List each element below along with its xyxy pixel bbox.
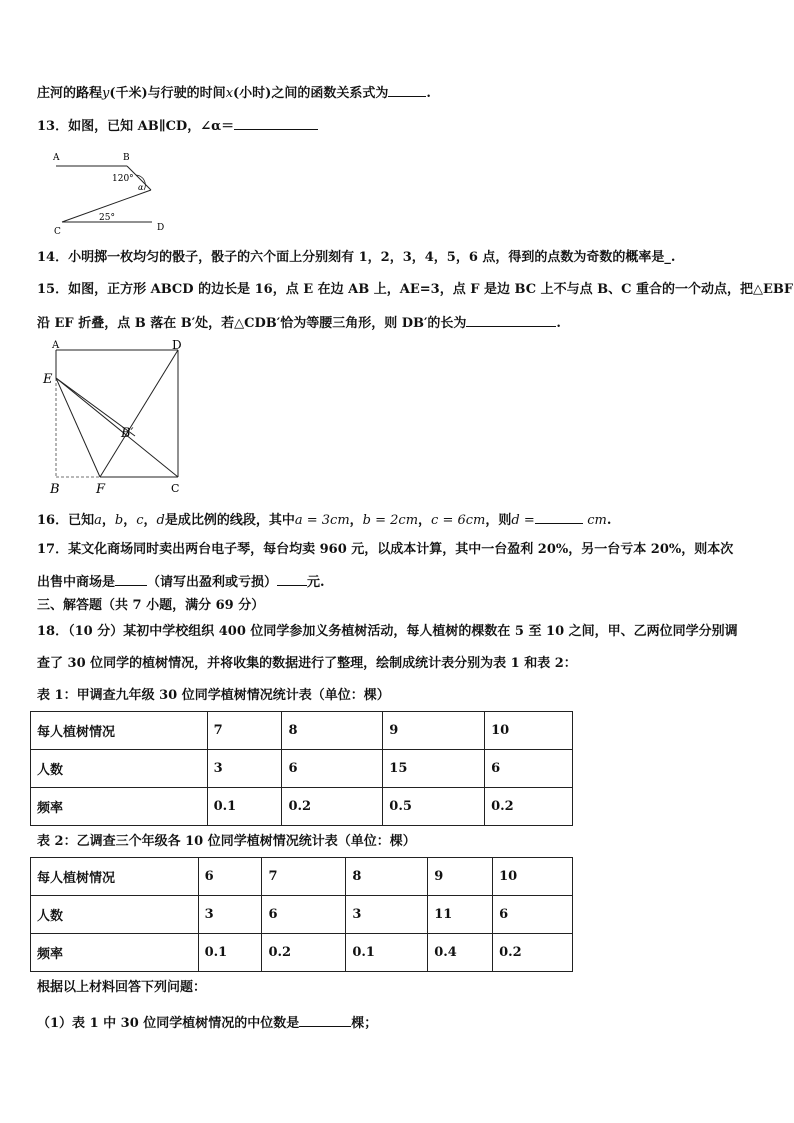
question-18-line-2	[37, 655, 577, 673]
math-var-b: b	[114, 513, 124, 528]
table-cell: 3	[198, 896, 262, 934]
text-segment: （请写出盈利或亏损）	[147, 575, 278, 590]
table-cell: 频率	[31, 934, 199, 972]
table-cell: 0.2	[485, 788, 573, 826]
question-text: 查了 30 位同学的植树情况，并将收集的数据进行了整理，绘制成统计表分别为表 1 和表 2：	[37, 656, 577, 671]
text-segment: 棵；	[351, 1016, 378, 1031]
question-17-line-2	[37, 571, 325, 592]
math-var-a: a	[94, 513, 102, 528]
table-1	[30, 711, 573, 826]
text-segment: ，则	[485, 513, 512, 528]
angle-label-alpha: α	[138, 183, 144, 192]
intro-text: 根据以上材料回答下列问题：	[37, 980, 207, 995]
angle-label-120: 120°	[112, 174, 134, 184]
text-segment: (小时)之间的函数关系式为	[233, 86, 389, 101]
text-segment: 出售中商场是	[37, 575, 116, 590]
text-segment: (千米)与行驶的时间	[109, 86, 226, 101]
table-cell: 6	[262, 896, 346, 934]
point-label-A: A	[53, 153, 60, 163]
question-text: 14．小明掷一枚均匀的骰子，骰子的六个面上分别刻有 1，2，3，4，5，6 点，得到的点数为奇数的概率是_.	[37, 250, 676, 265]
table-cell: 0.1	[346, 934, 428, 972]
point-label-A: A	[52, 340, 60, 351]
text-line-function	[37, 82, 431, 103]
table-row	[31, 788, 573, 826]
text-segment: 是成比例的线段，其中	[164, 513, 295, 528]
point-label-D: D	[172, 338, 182, 352]
text-segment: 庄河的路程	[37, 86, 103, 101]
table-cell: 7	[262, 858, 346, 896]
table-row	[31, 896, 573, 934]
figure-13	[40, 146, 180, 236]
table-2	[30, 857, 573, 972]
text-segment: 元.	[307, 575, 325, 590]
answer-blank[interactable]	[115, 571, 147, 586]
point-label-C: C	[171, 482, 180, 495]
table-cell: 人数	[31, 896, 199, 934]
text-segment: .	[426, 86, 431, 101]
angle-label-25: 25°	[99, 213, 115, 223]
table-cell: 3	[346, 896, 428, 934]
point-label-B: B	[123, 153, 130, 163]
math-expr-c: c = 6cm	[431, 513, 486, 528]
table-cell: 7	[207, 712, 282, 750]
table-cell: 15	[383, 750, 485, 788]
point-label-B: B	[50, 482, 60, 497]
math-var-x: x	[225, 86, 234, 101]
question-text: （1）表 1 中 30 位同学植树情况的中位数是	[37, 1016, 300, 1031]
table-cell: 人数	[31, 750, 208, 788]
table-cell: 6	[485, 750, 573, 788]
text-segment: .	[606, 513, 612, 528]
separator: ，	[123, 513, 137, 528]
table-cell: 0.4	[428, 934, 493, 972]
table-cell: 8	[346, 858, 428, 896]
separator: ，	[143, 513, 157, 528]
table-cell: 8	[282, 712, 383, 750]
table-cell: 每人植树情况	[31, 712, 208, 750]
point-label-E: E	[43, 372, 53, 387]
question-text: 17．某文化商场同时卖出两台电子琴，每台均卖 960 元，以成本计算，其中一台盈利 20%，另一台亏本 20%，则本次	[37, 542, 734, 557]
caption-text: 表 1：甲调查九年级 30 位同学植树情况统计表（单位：棵）	[37, 688, 390, 703]
question-16	[37, 509, 611, 530]
sub-question-1	[37, 1012, 377, 1033]
figure-15	[40, 336, 200, 500]
answer-blank[interactable]	[466, 312, 556, 327]
math-var-y: y	[102, 86, 110, 101]
separator: ，	[101, 513, 115, 528]
section-title: 三、解答题（共 7 小题，满分 69 分）	[37, 598, 265, 613]
table-cell: 0.2	[493, 934, 573, 972]
separator: ，	[418, 513, 432, 528]
question-15-line-1	[37, 281, 793, 299]
question-text: 18．（10 分）某初中学校组织 400 位同学参加义务植树活动，每人植树的棵数在 5 至 10 之间，甲、乙两位同学分别调	[37, 624, 738, 639]
point-label-B-prime: B′	[121, 426, 134, 441]
unit-cm: cm	[587, 513, 607, 528]
text-segment: 16．已知	[37, 513, 95, 528]
question-13	[37, 115, 318, 136]
table-cell: 频率	[31, 788, 208, 826]
table-cell: 6	[282, 750, 383, 788]
answer-blank[interactable]	[277, 571, 307, 586]
answer-blank[interactable]	[535, 509, 583, 524]
answer-blank[interactable]	[388, 82, 426, 97]
table-cell: 10	[485, 712, 573, 750]
answer-blank[interactable]	[234, 115, 318, 130]
table-cell: 0.5	[383, 788, 485, 826]
question-text: 13．如图，已知 AB∥CD，∠α＝	[37, 119, 235, 134]
table-row	[31, 858, 573, 896]
math-var-d: d	[156, 513, 165, 528]
table-cell: 0.1	[198, 934, 262, 972]
table-cell: 11	[428, 896, 493, 934]
math-expr-a: a = 3cm	[294, 513, 350, 528]
table-cell: 0.2	[262, 934, 346, 972]
separator: ，	[349, 513, 363, 528]
section-heading	[37, 597, 264, 615]
math-var-c: c	[136, 513, 144, 528]
answer-intro	[37, 979, 206, 997]
table-cell: 9	[383, 712, 485, 750]
math-expr-b: b = 2cm	[362, 513, 419, 528]
table-1-caption	[37, 687, 390, 705]
question-15-line-2	[37, 312, 561, 333]
point-label-F: F	[96, 482, 106, 497]
caption-text: 表 2：乙调查三个年级各 10 位同学植树情况统计表（单位：棵）	[37, 834, 416, 849]
table-row	[31, 712, 573, 750]
question-text: 沿 EF 折叠，点 B 落在 B′处，若△CDB′恰为等腰三角形，则 DB′的长为	[37, 316, 467, 331]
question-14	[37, 249, 675, 267]
question-18-line-1	[37, 623, 738, 641]
table-cell: 9	[428, 858, 493, 896]
table-cell: 0.1	[207, 788, 282, 826]
question-text: 15．如图，正方形 ABCD 的边长是 16，点 E 在边 AB 上，AE=3，点 F 是边 BC 上不与点 B、C 重合的一个动点，把△EBF	[37, 282, 794, 297]
table-row	[31, 750, 573, 788]
math-expr-d: d =	[511, 513, 535, 528]
table-cell: 6	[493, 896, 573, 934]
table-row	[31, 934, 573, 972]
question-17-line-1	[37, 541, 733, 559]
point-label-D: D	[157, 223, 165, 233]
table-cell: 6	[198, 858, 262, 896]
table-cell: 每人植树情况	[31, 858, 199, 896]
table-cell: 10	[493, 858, 573, 896]
table-cell: 0.2	[282, 788, 383, 826]
text-segment: .	[556, 316, 561, 331]
table-2-caption	[37, 833, 416, 851]
point-label-C: C	[54, 227, 61, 236]
answer-blank[interactable]	[299, 1012, 351, 1027]
table-cell: 3	[207, 750, 282, 788]
